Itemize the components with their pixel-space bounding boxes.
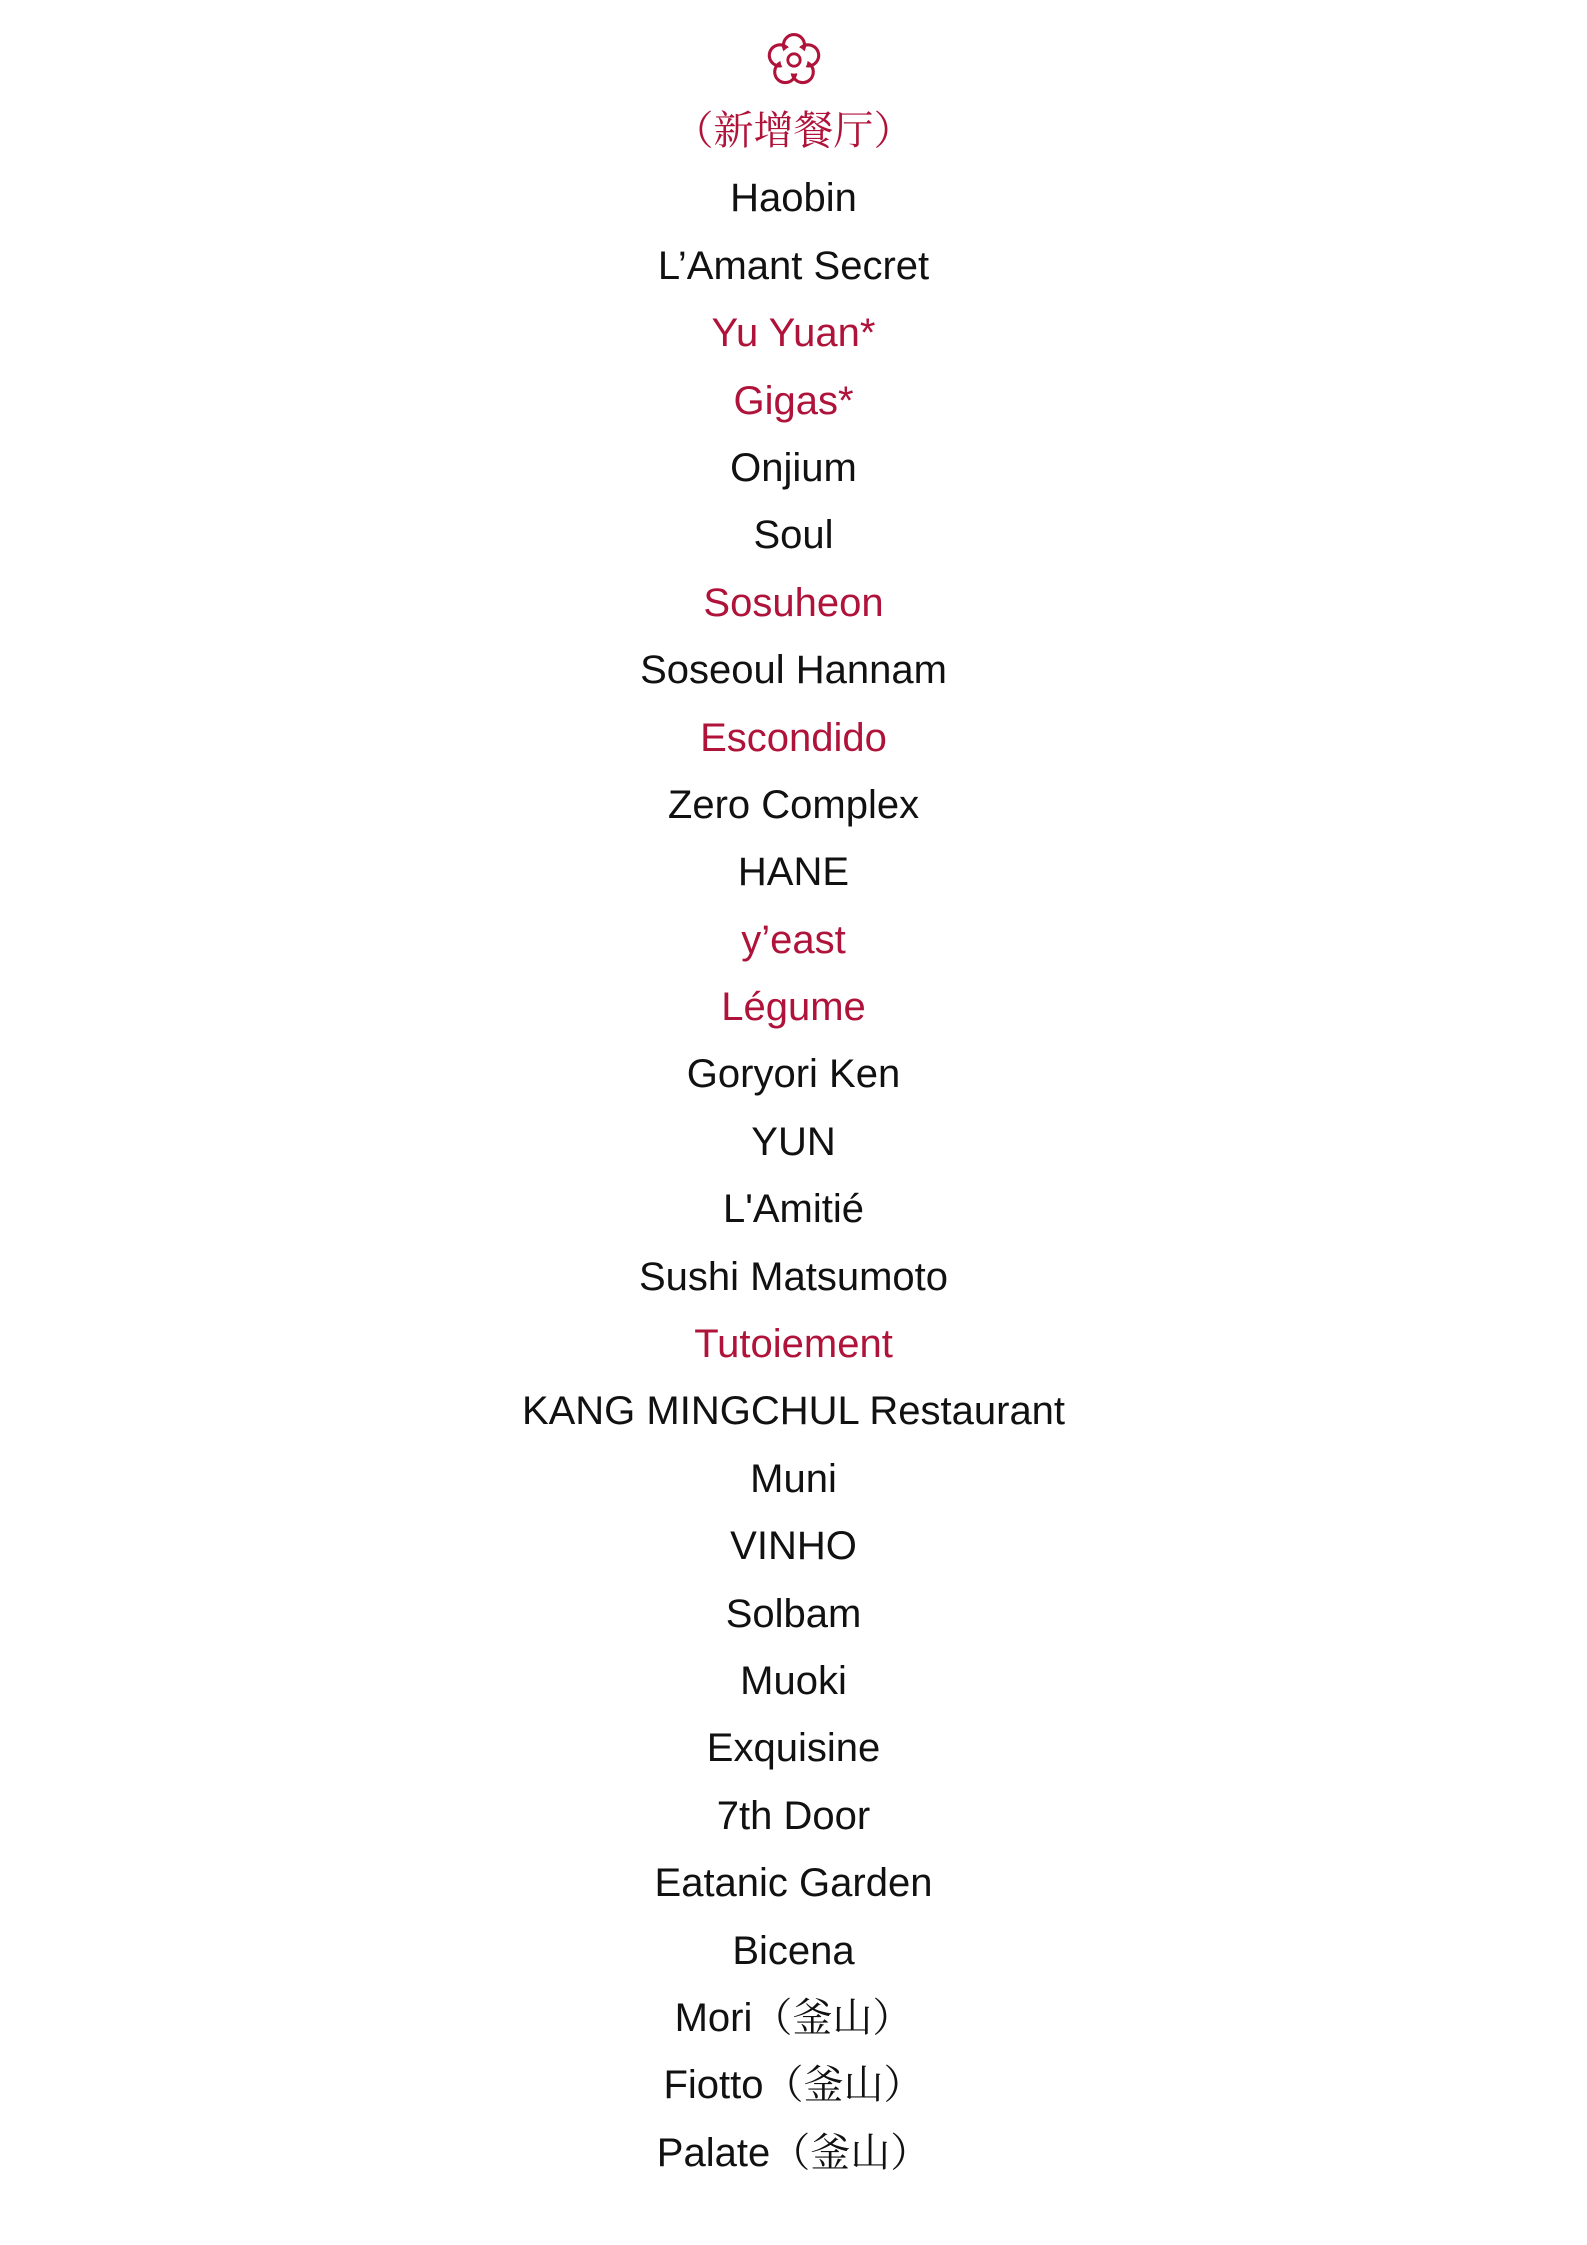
restaurant-item: HANE	[737, 850, 850, 895]
restaurant-item: Zero Complex	[667, 782, 920, 827]
restaurant-item: KANG MINGCHUL Restaurant	[521, 1389, 1066, 1434]
restaurant-item: Tutoiement	[694, 1322, 893, 1367]
restaurant-item: Solbam	[725, 1591, 862, 1636]
restaurant-list	[0, 98, 1587, 2187]
restaurant-item: L’Amant Secret	[657, 243, 930, 288]
restaurant-item: YUN	[751, 1119, 836, 1164]
restaurant-item: Légume	[721, 985, 866, 1030]
restaurant-item: Soseoul Hannam	[640, 648, 947, 693]
restaurant-item: Eatanic Garden	[654, 1861, 933, 1906]
restaurant-item: Bicena	[732, 1928, 855, 1973]
restaurant-item: Muni	[750, 1456, 837, 1501]
michelin-star-icon	[763, 29, 825, 91]
restaurant-item: Onjium	[730, 445, 857, 490]
restaurant-item: Mori（釜山）	[674, 1995, 913, 2040]
restaurant-item: Exquisine	[706, 1726, 881, 1771]
restaurant-item: y’east	[741, 917, 846, 962]
restaurant-item: Goryori Ken	[686, 1052, 901, 1097]
michelin-star-icon-wrapper	[0, 26, 1587, 94]
restaurant-item: Yu Yuan*	[711, 311, 876, 356]
restaurant-item: Haobin	[730, 176, 857, 221]
restaurant-item: Sushi Matsumoto	[638, 1254, 949, 1299]
restaurant-item: Sosuheon	[703, 580, 884, 625]
restaurant-item: 7th Door	[716, 1793, 871, 1838]
restaurant-item: Soul	[753, 513, 834, 558]
section-title: （新增餐厅）	[673, 109, 914, 153]
restaurant-item: Muoki	[740, 1658, 847, 1703]
restaurant-item: L'Amitié	[722, 1187, 864, 1232]
restaurant-item: VINHO	[730, 1524, 857, 1569]
restaurant-item: Escondido	[700, 715, 887, 760]
restaurant-item: Gigas*	[733, 378, 854, 423]
restaurant-item: Fiotto（釜山）	[663, 2063, 924, 2108]
restaurant-item: Palate（釜山）	[656, 2130, 931, 2175]
